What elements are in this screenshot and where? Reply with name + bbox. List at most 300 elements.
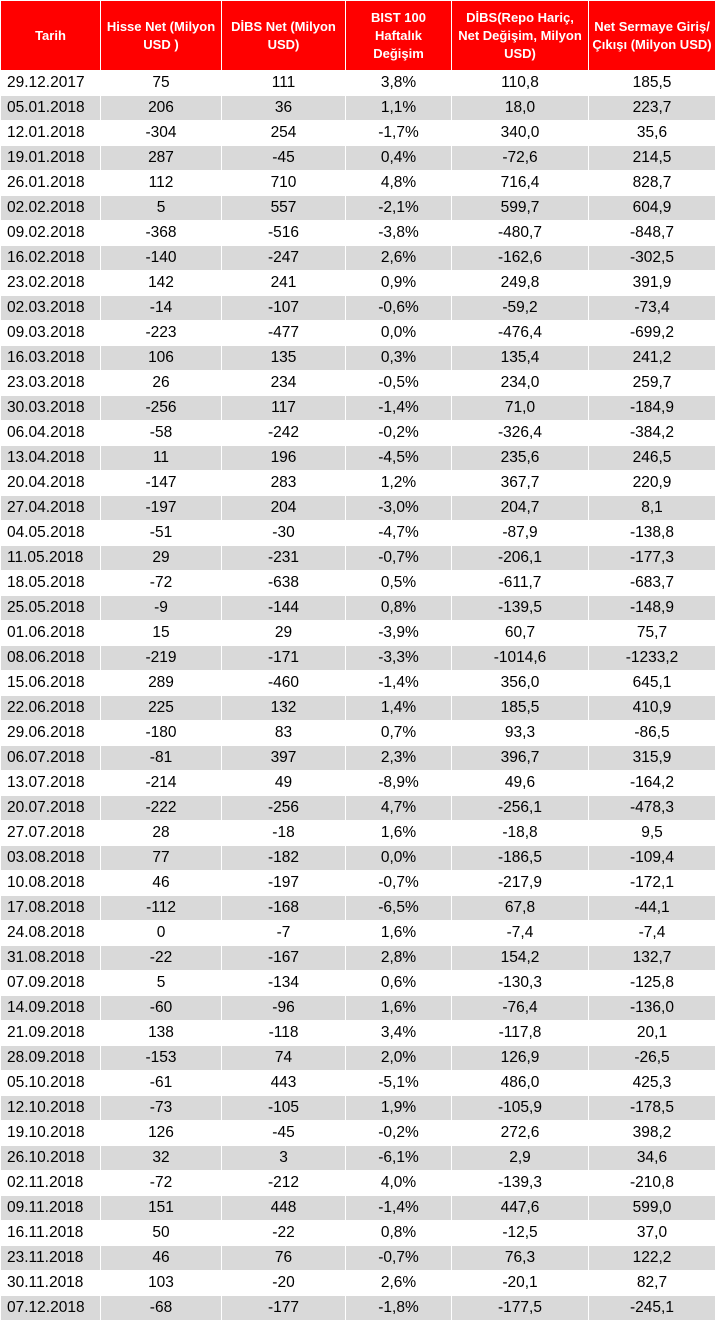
table-row bbox=[1, 521, 715, 546]
bond-net-cell: -212 bbox=[222, 1171, 346, 1196]
net-capital-flow-cell: 122,2 bbox=[589, 1246, 715, 1271]
date-cell: 06.04.2018 bbox=[1, 421, 101, 446]
bond-change-cell: -139,3 bbox=[452, 1171, 589, 1196]
bist100-change-cell: -3,3% bbox=[346, 646, 452, 671]
net-capital-flow-cell: 75,7 bbox=[589, 621, 715, 646]
net-capital-flow-cell: -177,3 bbox=[589, 546, 715, 571]
table-row bbox=[1, 1296, 715, 1321]
table-row bbox=[1, 821, 715, 846]
table-row bbox=[1, 546, 715, 571]
bond-change-cell: 71,0 bbox=[452, 396, 589, 421]
bond-net-cell: 448 bbox=[222, 1196, 346, 1221]
bond-change-cell: -18,8 bbox=[452, 821, 589, 846]
bond-change-cell: 447,6 bbox=[452, 1196, 589, 1221]
bist100-change-cell: 1,9% bbox=[346, 1096, 452, 1121]
equity-net-cell: -72 bbox=[101, 571, 222, 596]
equity-net-cell: -14 bbox=[101, 296, 222, 321]
table-row bbox=[1, 346, 715, 371]
date-cell: 29.12.2017 bbox=[1, 71, 101, 96]
equity-net-cell: -51 bbox=[101, 521, 222, 546]
net-capital-flow-cell: -138,8 bbox=[589, 521, 715, 546]
table-row bbox=[1, 746, 715, 771]
date-cell: 13.07.2018 bbox=[1, 771, 101, 796]
equity-net-cell: -68 bbox=[101, 1296, 222, 1321]
equity-net-cell: -58 bbox=[101, 421, 222, 446]
equity-net-cell: 75 bbox=[101, 71, 222, 96]
table-row bbox=[1, 671, 715, 696]
bond-net-cell: -197 bbox=[222, 871, 346, 896]
header-bist100-weekly-change: BIST 100 Haftalık Değişim bbox=[346, 1, 452, 71]
bond-change-cell: -7,4 bbox=[452, 921, 589, 946]
equity-net-cell: -9 bbox=[101, 596, 222, 621]
bond-net-cell: -167 bbox=[222, 946, 346, 971]
net-capital-flow-cell: -478,3 bbox=[589, 796, 715, 821]
bist100-change-cell: 3,4% bbox=[346, 1021, 452, 1046]
table-row bbox=[1, 1096, 715, 1121]
bond-change-cell: 93,3 bbox=[452, 721, 589, 746]
equity-net-cell: -81 bbox=[101, 746, 222, 771]
bond-net-cell: 234 bbox=[222, 371, 346, 396]
bond-change-cell: 60,7 bbox=[452, 621, 589, 646]
date-cell: 23.02.2018 bbox=[1, 271, 101, 296]
bist100-change-cell: -0,7% bbox=[346, 871, 452, 896]
bond-net-cell: 29 bbox=[222, 621, 346, 646]
table-row bbox=[1, 971, 715, 996]
equity-net-cell: 138 bbox=[101, 1021, 222, 1046]
bond-net-cell: 443 bbox=[222, 1071, 346, 1096]
table-row bbox=[1, 246, 715, 271]
bond-net-cell: -18 bbox=[222, 821, 346, 846]
table-row bbox=[1, 271, 715, 296]
date-cell: 09.02.2018 bbox=[1, 221, 101, 246]
date-cell: 17.08.2018 bbox=[1, 896, 101, 921]
bond-change-cell: 126,9 bbox=[452, 1046, 589, 1071]
table-header bbox=[1, 1, 715, 71]
equity-net-cell: -112 bbox=[101, 896, 222, 921]
bond-net-cell: -638 bbox=[222, 571, 346, 596]
net-capital-flow-cell: -1233,2 bbox=[589, 646, 715, 671]
equity-net-cell: 5 bbox=[101, 971, 222, 996]
bist100-change-cell: 0,8% bbox=[346, 1221, 452, 1246]
bond-change-cell: 716,4 bbox=[452, 171, 589, 196]
bond-net-cell: 36 bbox=[222, 96, 346, 121]
net-capital-flow-cell: 214,5 bbox=[589, 146, 715, 171]
equity-net-cell: 0 bbox=[101, 921, 222, 946]
date-cell: 27.07.2018 bbox=[1, 821, 101, 846]
table-row bbox=[1, 171, 715, 196]
table-row bbox=[1, 796, 715, 821]
date-cell: 31.08.2018 bbox=[1, 946, 101, 971]
table-row bbox=[1, 921, 715, 946]
equity-net-cell: 112 bbox=[101, 171, 222, 196]
net-capital-flow-cell: -148,9 bbox=[589, 596, 715, 621]
bond-net-cell: -20 bbox=[222, 1271, 346, 1296]
bist100-change-cell: 1,6% bbox=[346, 996, 452, 1021]
bist100-change-cell: 0,7% bbox=[346, 721, 452, 746]
bond-net-cell: 397 bbox=[222, 746, 346, 771]
net-capital-flow-cell: -384,2 bbox=[589, 421, 715, 446]
bist100-change-cell: 4,0% bbox=[346, 1171, 452, 1196]
net-capital-flow-cell: -245,1 bbox=[589, 1296, 715, 1321]
header-bond-net-change-ex-repo: DİBS(Repo Hariç, Net Değişim, Milyon USD) bbox=[452, 1, 589, 71]
bond-net-cell: -247 bbox=[222, 246, 346, 271]
bond-change-cell: -130,3 bbox=[452, 971, 589, 996]
equity-net-cell: -304 bbox=[101, 121, 222, 146]
table-row bbox=[1, 1246, 715, 1271]
bond-net-cell: -477 bbox=[222, 321, 346, 346]
net-capital-flow-cell: -699,2 bbox=[589, 321, 715, 346]
bond-change-cell: -1014,6 bbox=[452, 646, 589, 671]
table-row bbox=[1, 996, 715, 1021]
equity-net-cell: 5 bbox=[101, 196, 222, 221]
bist100-change-cell: 0,3% bbox=[346, 346, 452, 371]
bond-net-cell: 49 bbox=[222, 771, 346, 796]
table-row bbox=[1, 646, 715, 671]
net-capital-flow-cell: -210,8 bbox=[589, 1171, 715, 1196]
equity-net-cell: 142 bbox=[101, 271, 222, 296]
bond-change-cell: 367,7 bbox=[452, 471, 589, 496]
bist100-change-cell: 0,9% bbox=[346, 271, 452, 296]
bond-change-cell: -256,1 bbox=[452, 796, 589, 821]
date-cell: 03.08.2018 bbox=[1, 846, 101, 871]
date-cell: 02.03.2018 bbox=[1, 296, 101, 321]
date-cell: 10.08.2018 bbox=[1, 871, 101, 896]
date-cell: 02.02.2018 bbox=[1, 196, 101, 221]
table-row bbox=[1, 321, 715, 346]
bond-change-cell: 340,0 bbox=[452, 121, 589, 146]
date-cell: 19.10.2018 bbox=[1, 1121, 101, 1146]
bond-net-cell: -134 bbox=[222, 971, 346, 996]
net-capital-flow-cell: -26,5 bbox=[589, 1046, 715, 1071]
date-cell: 18.05.2018 bbox=[1, 571, 101, 596]
date-cell: 20.07.2018 bbox=[1, 796, 101, 821]
bist100-change-cell: -0,7% bbox=[346, 1246, 452, 1271]
table-row bbox=[1, 771, 715, 796]
date-cell: 23.11.2018 bbox=[1, 1246, 101, 1271]
date-cell: 22.06.2018 bbox=[1, 696, 101, 721]
bist100-change-cell: 0,0% bbox=[346, 846, 452, 871]
date-cell: 21.09.2018 bbox=[1, 1021, 101, 1046]
bist100-change-cell: -0,5% bbox=[346, 371, 452, 396]
bond-change-cell: -72,6 bbox=[452, 146, 589, 171]
table-row bbox=[1, 1046, 715, 1071]
date-cell: 06.07.2018 bbox=[1, 746, 101, 771]
bond-change-cell: -476,4 bbox=[452, 321, 589, 346]
date-cell: 20.04.2018 bbox=[1, 471, 101, 496]
equity-net-cell: 289 bbox=[101, 671, 222, 696]
bist100-change-cell: 4,8% bbox=[346, 171, 452, 196]
bond-net-cell: -45 bbox=[222, 146, 346, 171]
bond-net-cell: -182 bbox=[222, 846, 346, 871]
table-row bbox=[1, 96, 715, 121]
header-date: Tarih bbox=[1, 1, 101, 71]
table-row bbox=[1, 596, 715, 621]
date-cell: 07.09.2018 bbox=[1, 971, 101, 996]
equity-net-cell: 50 bbox=[101, 1221, 222, 1246]
bond-change-cell: -162,6 bbox=[452, 246, 589, 271]
bond-net-cell: -168 bbox=[222, 896, 346, 921]
bond-change-cell: -177,5 bbox=[452, 1296, 589, 1321]
table-row bbox=[1, 396, 715, 421]
net-capital-flow-cell: -7,4 bbox=[589, 921, 715, 946]
bist100-change-cell: 1,4% bbox=[346, 696, 452, 721]
bond-change-cell: 49,6 bbox=[452, 771, 589, 796]
bist100-change-cell: -1,4% bbox=[346, 396, 452, 421]
bond-change-cell: -186,5 bbox=[452, 846, 589, 871]
net-capital-flow-cell: 410,9 bbox=[589, 696, 715, 721]
bond-net-cell: -177 bbox=[222, 1296, 346, 1321]
header-row bbox=[1, 1, 715, 71]
bond-net-cell: -231 bbox=[222, 546, 346, 571]
table-row bbox=[1, 1171, 715, 1196]
net-capital-flow-cell: 604,9 bbox=[589, 196, 715, 221]
bist100-change-cell: 3,8% bbox=[346, 71, 452, 96]
equity-net-cell: 287 bbox=[101, 146, 222, 171]
date-cell: 16.11.2018 bbox=[1, 1221, 101, 1246]
bond-net-cell: 196 bbox=[222, 446, 346, 471]
bond-change-cell: 356,0 bbox=[452, 671, 589, 696]
net-capital-flow-cell: 35,6 bbox=[589, 121, 715, 146]
table-row bbox=[1, 621, 715, 646]
net-capital-flow-cell: 246,5 bbox=[589, 446, 715, 471]
bist100-change-cell: 4,7% bbox=[346, 796, 452, 821]
bist100-change-cell: -0,6% bbox=[346, 296, 452, 321]
equity-net-cell: 126 bbox=[101, 1121, 222, 1146]
equity-net-cell: -222 bbox=[101, 796, 222, 821]
bond-change-cell: 204,7 bbox=[452, 496, 589, 521]
table-row bbox=[1, 721, 715, 746]
bond-net-cell: -107 bbox=[222, 296, 346, 321]
net-capital-flow-cell: 37,0 bbox=[589, 1221, 715, 1246]
bond-net-cell: -171 bbox=[222, 646, 346, 671]
bond-net-cell: 204 bbox=[222, 496, 346, 521]
table-row bbox=[1, 1196, 715, 1221]
header-bond-net: DİBS Net (Milyon USD) bbox=[222, 1, 346, 71]
bond-change-cell: -480,7 bbox=[452, 221, 589, 246]
bist100-change-cell: 1,6% bbox=[346, 821, 452, 846]
bist100-change-cell: 2,0% bbox=[346, 1046, 452, 1071]
date-cell: 19.01.2018 bbox=[1, 146, 101, 171]
bond-change-cell: 249,8 bbox=[452, 271, 589, 296]
bist100-change-cell: -2,1% bbox=[346, 196, 452, 221]
bond-net-cell: 83 bbox=[222, 721, 346, 746]
bond-change-cell: -105,9 bbox=[452, 1096, 589, 1121]
bond-net-cell: -22 bbox=[222, 1221, 346, 1246]
date-cell: 15.06.2018 bbox=[1, 671, 101, 696]
bond-net-cell: -144 bbox=[222, 596, 346, 621]
bond-net-cell: -460 bbox=[222, 671, 346, 696]
date-cell: 08.06.2018 bbox=[1, 646, 101, 671]
table-row bbox=[1, 421, 715, 446]
net-capital-flow-cell: 8,1 bbox=[589, 496, 715, 521]
bond-change-cell: -59,2 bbox=[452, 296, 589, 321]
date-cell: 30.03.2018 bbox=[1, 396, 101, 421]
equity-net-cell: -223 bbox=[101, 321, 222, 346]
bond-net-cell: 132 bbox=[222, 696, 346, 721]
bond-change-cell: 76,3 bbox=[452, 1246, 589, 1271]
date-cell: 01.06.2018 bbox=[1, 621, 101, 646]
bist100-change-cell: -1,8% bbox=[346, 1296, 452, 1321]
date-cell: 24.08.2018 bbox=[1, 921, 101, 946]
bond-net-cell: -96 bbox=[222, 996, 346, 1021]
date-cell: 13.04.2018 bbox=[1, 446, 101, 471]
bond-change-cell: 2,9 bbox=[452, 1146, 589, 1171]
equity-net-cell: -219 bbox=[101, 646, 222, 671]
net-capital-flow-cell: 241,2 bbox=[589, 346, 715, 371]
bond-net-cell: 241 bbox=[222, 271, 346, 296]
bond-net-cell: -30 bbox=[222, 521, 346, 546]
equity-net-cell: 103 bbox=[101, 1271, 222, 1296]
equity-net-cell: -368 bbox=[101, 221, 222, 246]
net-capital-flow-cell: 599,0 bbox=[589, 1196, 715, 1221]
net-capital-flow-cell: 645,1 bbox=[589, 671, 715, 696]
date-cell: 07.12.2018 bbox=[1, 1296, 101, 1321]
bond-change-cell: -206,1 bbox=[452, 546, 589, 571]
bond-change-cell: 185,5 bbox=[452, 696, 589, 721]
bond-change-cell: 486,0 bbox=[452, 1071, 589, 1096]
table-row bbox=[1, 221, 715, 246]
table-row bbox=[1, 296, 715, 321]
net-capital-flow-cell: -302,5 bbox=[589, 246, 715, 271]
equity-net-cell: -214 bbox=[101, 771, 222, 796]
net-capital-flow-cell: 398,2 bbox=[589, 1121, 715, 1146]
bist100-change-cell: 0,8% bbox=[346, 596, 452, 621]
net-capital-flow-cell: 34,6 bbox=[589, 1146, 715, 1171]
net-capital-flow-cell: -73,4 bbox=[589, 296, 715, 321]
bond-change-cell: 235,6 bbox=[452, 446, 589, 471]
bist100-change-cell: -4,7% bbox=[346, 521, 452, 546]
table-row bbox=[1, 121, 715, 146]
equity-net-cell: -73 bbox=[101, 1096, 222, 1121]
bist100-change-cell: -0,2% bbox=[346, 1121, 452, 1146]
bist100-change-cell: -3,9% bbox=[346, 621, 452, 646]
equity-net-cell: -61 bbox=[101, 1071, 222, 1096]
net-capital-flow-cell: -683,7 bbox=[589, 571, 715, 596]
net-capital-flow-cell: -172,1 bbox=[589, 871, 715, 896]
bond-net-cell: -118 bbox=[222, 1021, 346, 1046]
equity-net-cell: -72 bbox=[101, 1171, 222, 1196]
date-cell: 12.10.2018 bbox=[1, 1096, 101, 1121]
table-row bbox=[1, 1271, 715, 1296]
table-row bbox=[1, 71, 715, 96]
net-capital-flow-cell: 82,7 bbox=[589, 1271, 715, 1296]
table-row bbox=[1, 196, 715, 221]
bist100-change-cell: -8,9% bbox=[346, 771, 452, 796]
bist100-change-cell: 1,6% bbox=[346, 921, 452, 946]
net-capital-flow-cell: -44,1 bbox=[589, 896, 715, 921]
net-capital-flow-cell: 9,5 bbox=[589, 821, 715, 846]
equity-net-cell: -256 bbox=[101, 396, 222, 421]
table-row bbox=[1, 1221, 715, 1246]
table-row bbox=[1, 1121, 715, 1146]
bond-change-cell: 154,2 bbox=[452, 946, 589, 971]
bist100-change-cell: -1,4% bbox=[346, 671, 452, 696]
bist100-change-cell: -3,0% bbox=[346, 496, 452, 521]
net-capital-flow-cell: 391,9 bbox=[589, 271, 715, 296]
date-cell: 28.09.2018 bbox=[1, 1046, 101, 1071]
bond-change-cell: -87,9 bbox=[452, 521, 589, 546]
table-row bbox=[1, 696, 715, 721]
equity-net-cell: 151 bbox=[101, 1196, 222, 1221]
bist100-change-cell: -1,7% bbox=[346, 121, 452, 146]
net-capital-flow-cell: -178,5 bbox=[589, 1096, 715, 1121]
bist100-change-cell: 0,0% bbox=[346, 321, 452, 346]
bond-change-cell: 67,8 bbox=[452, 896, 589, 921]
date-cell: 09.03.2018 bbox=[1, 321, 101, 346]
table-row bbox=[1, 146, 715, 171]
net-capital-flow-cell: 185,5 bbox=[589, 71, 715, 96]
date-cell: 27.04.2018 bbox=[1, 496, 101, 521]
bond-change-cell: 272,6 bbox=[452, 1121, 589, 1146]
bist100-change-cell: 0,6% bbox=[346, 971, 452, 996]
date-cell: 12.01.2018 bbox=[1, 121, 101, 146]
bist100-change-cell: -5,1% bbox=[346, 1071, 452, 1096]
bond-net-cell: 557 bbox=[222, 196, 346, 221]
date-cell: 25.05.2018 bbox=[1, 596, 101, 621]
date-cell: 23.03.2018 bbox=[1, 371, 101, 396]
bist100-change-cell: -0,2% bbox=[346, 421, 452, 446]
bond-change-cell: 599,7 bbox=[452, 196, 589, 221]
bond-net-cell: 76 bbox=[222, 1246, 346, 1271]
equity-net-cell: 15 bbox=[101, 621, 222, 646]
bond-net-cell: 254 bbox=[222, 121, 346, 146]
table-row bbox=[1, 896, 715, 921]
net-capital-flow-cell: -86,5 bbox=[589, 721, 715, 746]
bist100-change-cell: -3,8% bbox=[346, 221, 452, 246]
net-capital-flow-cell: -848,7 bbox=[589, 221, 715, 246]
equity-net-cell: -22 bbox=[101, 946, 222, 971]
bond-net-cell: 710 bbox=[222, 171, 346, 196]
bond-net-cell: -242 bbox=[222, 421, 346, 446]
bond-change-cell: -76,4 bbox=[452, 996, 589, 1021]
bond-net-cell: 135 bbox=[222, 346, 346, 371]
net-capital-flow-cell: -136,0 bbox=[589, 996, 715, 1021]
bond-change-cell: 234,0 bbox=[452, 371, 589, 396]
net-capital-flow-cell: 259,7 bbox=[589, 371, 715, 396]
table-row bbox=[1, 371, 715, 396]
equity-net-cell: -147 bbox=[101, 471, 222, 496]
equity-net-cell: -153 bbox=[101, 1046, 222, 1071]
date-cell: 26.10.2018 bbox=[1, 1146, 101, 1171]
table-row bbox=[1, 571, 715, 596]
bond-net-cell: 3 bbox=[222, 1146, 346, 1171]
date-cell: 16.02.2018 bbox=[1, 246, 101, 271]
bond-change-cell: -12,5 bbox=[452, 1221, 589, 1246]
date-cell: 16.03.2018 bbox=[1, 346, 101, 371]
equity-net-cell: -140 bbox=[101, 246, 222, 271]
bond-change-cell: 18,0 bbox=[452, 96, 589, 121]
table-row bbox=[1, 496, 715, 521]
net-capital-flow-cell: 20,1 bbox=[589, 1021, 715, 1046]
bond-change-cell: -117,8 bbox=[452, 1021, 589, 1046]
bist100-change-cell: -1,4% bbox=[346, 1196, 452, 1221]
date-cell: 05.01.2018 bbox=[1, 96, 101, 121]
equity-net-cell: -197 bbox=[101, 496, 222, 521]
bond-net-cell: -256 bbox=[222, 796, 346, 821]
bond-change-cell: 135,4 bbox=[452, 346, 589, 371]
equity-net-cell: 77 bbox=[101, 846, 222, 871]
equity-net-cell: 206 bbox=[101, 96, 222, 121]
table-row bbox=[1, 1021, 715, 1046]
date-cell: 29.06.2018 bbox=[1, 721, 101, 746]
bist100-change-cell: 2,6% bbox=[346, 1271, 452, 1296]
bond-net-cell: 74 bbox=[222, 1046, 346, 1071]
bist100-change-cell: 1,2% bbox=[346, 471, 452, 496]
equity-net-cell: 28 bbox=[101, 821, 222, 846]
header-net-capital-flow: Net Sermaye Giriş/Çıkışı (Milyon USD) bbox=[589, 1, 715, 71]
net-capital-flow-cell: -125,8 bbox=[589, 971, 715, 996]
equity-net-cell: 225 bbox=[101, 696, 222, 721]
